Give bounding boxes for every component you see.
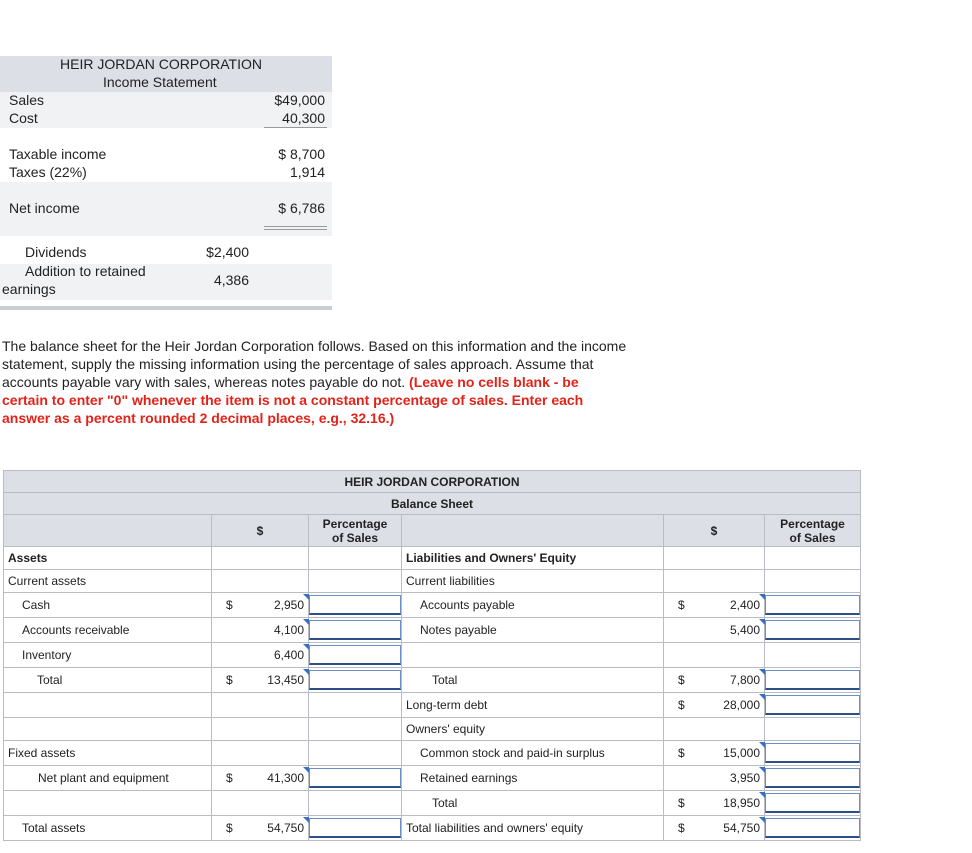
percent-column-header: Percentage of Sales (309, 515, 402, 547)
dividends-label: Dividends (25, 244, 87, 260)
balance-sheet-table (3, 470, 861, 841)
divider (264, 127, 327, 128)
table-row (4, 618, 861, 643)
total-assets-value: 54,750 (267, 821, 304, 835)
dividends-value: $2,400 (206, 244, 249, 260)
table-row: Net plant and equipment $ 41,300 Retained earnings 3,950 (4, 766, 861, 791)
owners-equity-total-label: Total (402, 791, 664, 816)
long-term-debt-label: Long-term debt (402, 693, 664, 718)
taxable-taxes-row (0, 146, 332, 182)
cash-label: Cash (4, 593, 212, 618)
total-assets-label: Total assets (4, 816, 212, 841)
retained-value: 4,386 (213, 272, 249, 288)
retained-label-line1: Addition to retained (25, 263, 146, 279)
dollar-column-header: $ (664, 515, 765, 547)
accounts-receivable-value: 4,100 (212, 618, 309, 643)
retained-label-line2: earnings (2, 281, 56, 297)
percent-column-header: Percentage of Sales (765, 515, 861, 547)
retained-earnings-percent-input[interactable] (765, 768, 860, 788)
cost-label: Cost (9, 110, 38, 126)
total-liabilities-equity-percent-input[interactable] (765, 818, 860, 838)
current-assets-total-percent-input[interactable] (309, 670, 401, 690)
retained-earnings-label: Retained earnings (402, 766, 664, 791)
sales-cost-row (0, 92, 332, 128)
total-assets-percent-input[interactable] (309, 818, 401, 838)
common-stock-label: Common stock and paid-in surplus (402, 741, 664, 766)
accounts-receivable-percent-input[interactable] (309, 620, 401, 640)
total-liabilities-equity-value: 54,750 (723, 821, 760, 835)
net-plant-value: 41,300 (267, 771, 304, 785)
accounts-payable-value: 2,400 (729, 598, 760, 612)
cash-percent-input[interactable] (309, 595, 401, 615)
instructions-text: The balance sheet for the Heir Jordan Corporation follows. Based on this information and the income statement, supply the missing information using the percentage of sales approach. Assume that accounts payable vary with sales, whereas notes payable do not. (2, 338, 627, 390)
balance-sheet-company-row (4, 471, 861, 493)
notes-payable-label: Notes payable (402, 618, 664, 643)
taxable-income-value: $ 8,700 (278, 146, 325, 162)
income-statement (0, 56, 332, 297)
table-row: Cash $ 2,950 Accounts payable $ 2,400 (4, 593, 861, 618)
assets-heading: Assets (4, 547, 212, 570)
double-rule-top (264, 226, 327, 227)
inventory-percent-input[interactable] (309, 645, 401, 665)
taxes-value: 1,914 (289, 164, 325, 180)
total-liabilities-equity-label: Total liabilities and owners' equity (402, 816, 664, 841)
column-header-row (4, 515, 861, 547)
net-income-row (0, 182, 332, 236)
table-row (4, 718, 861, 741)
dollar-column-header: $ (212, 515, 309, 547)
current-liabilities-label: Current liabilities (402, 570, 664, 593)
cost-value: 40,300 (282, 110, 325, 126)
balance-sheet-title: Balance Sheet (4, 493, 861, 515)
net-plant-label: Net plant and equipment (4, 766, 212, 791)
table-row: Long-term debt $ 28,000 (4, 693, 861, 718)
retained-earnings-value: 3,950 (664, 766, 765, 791)
taxes-label: Taxes (22%) (9, 164, 87, 180)
cash-value: 2,950 (273, 598, 304, 612)
owners-equity-total-percent-input[interactable] (765, 793, 860, 813)
current-liabilities-total-percent-input[interactable] (765, 670, 860, 690)
dividends-row (0, 236, 332, 264)
table-row (4, 547, 861, 570)
accounts-payable-percent-input[interactable] (765, 595, 860, 615)
inventory-label: Inventory (4, 643, 212, 668)
table-row: Total $ 18,950 (4, 791, 861, 816)
bottom-border (0, 306, 332, 310)
inventory-value: 6,400 (212, 643, 309, 668)
common-stock-percent-input[interactable] (765, 743, 860, 763)
net-income-label: Net income (9, 200, 80, 216)
net-income-value: $ 6,786 (278, 200, 325, 216)
notes-payable-value: 5,400 (664, 618, 765, 643)
accounts-payable-label: Accounts payable (402, 593, 664, 618)
balance-sheet-title-row (4, 493, 861, 515)
notes-payable-percent-input[interactable] (765, 620, 860, 640)
income-statement-title: Income Statement (103, 74, 217, 90)
long-term-debt-value: 28,000 (723, 698, 760, 712)
current-assets-total-label: Total (4, 668, 212, 693)
income-statement-company: HEIR JORDAN CORPORATION (60, 56, 262, 72)
owners-equity-label: Owners' equity (402, 718, 664, 741)
retained-row (0, 264, 332, 300)
accounts-receivable-label: Accounts receivable (4, 618, 212, 643)
instructions-warning: (Leave no cells blank - be certain to enter "0" whenever the item is not a constant percentage of sales. Enter each answer as a percent rounded 2 decimal places, e.g., 32.16.) (2, 374, 584, 426)
owners-equity-total-value: 18,950 (723, 796, 760, 810)
income-statement-header (0, 56, 332, 92)
balance-sheet-company: HEIR JORDAN CORPORATION (4, 471, 861, 493)
table-row (4, 643, 861, 668)
current-liabilities-total-label: Total (402, 668, 664, 693)
current-assets-label: Current assets (4, 570, 212, 593)
current-liabilities-total-value: 7,800 (729, 673, 760, 687)
table-row: Fixed assets Common stock and paid-in surplus $ 15,000 (4, 741, 861, 766)
net-plant-percent-input[interactable] (309, 768, 401, 788)
table-row: Total $ 13,450 Total $ 7,800 (4, 668, 861, 693)
taxable-income-label: Taxable income (9, 146, 107, 162)
table-row: Total assets $ 54,750 Total liabilities and owners' equity $ 54,750 (4, 816, 861, 841)
instructions (2, 337, 627, 427)
current-assets-total-value: 13,450 (267, 673, 304, 687)
double-rule-bottom (264, 229, 327, 230)
long-term-debt-percent-input[interactable] (765, 695, 860, 715)
sales-label: Sales (9, 92, 45, 108)
table-row (4, 570, 861, 593)
liabilities-heading: Liabilities and Owners' Equity (402, 547, 664, 570)
sales-value: $49,000 (274, 92, 325, 108)
common-stock-value: 15,000 (723, 746, 760, 760)
fixed-assets-label: Fixed assets (4, 741, 212, 766)
